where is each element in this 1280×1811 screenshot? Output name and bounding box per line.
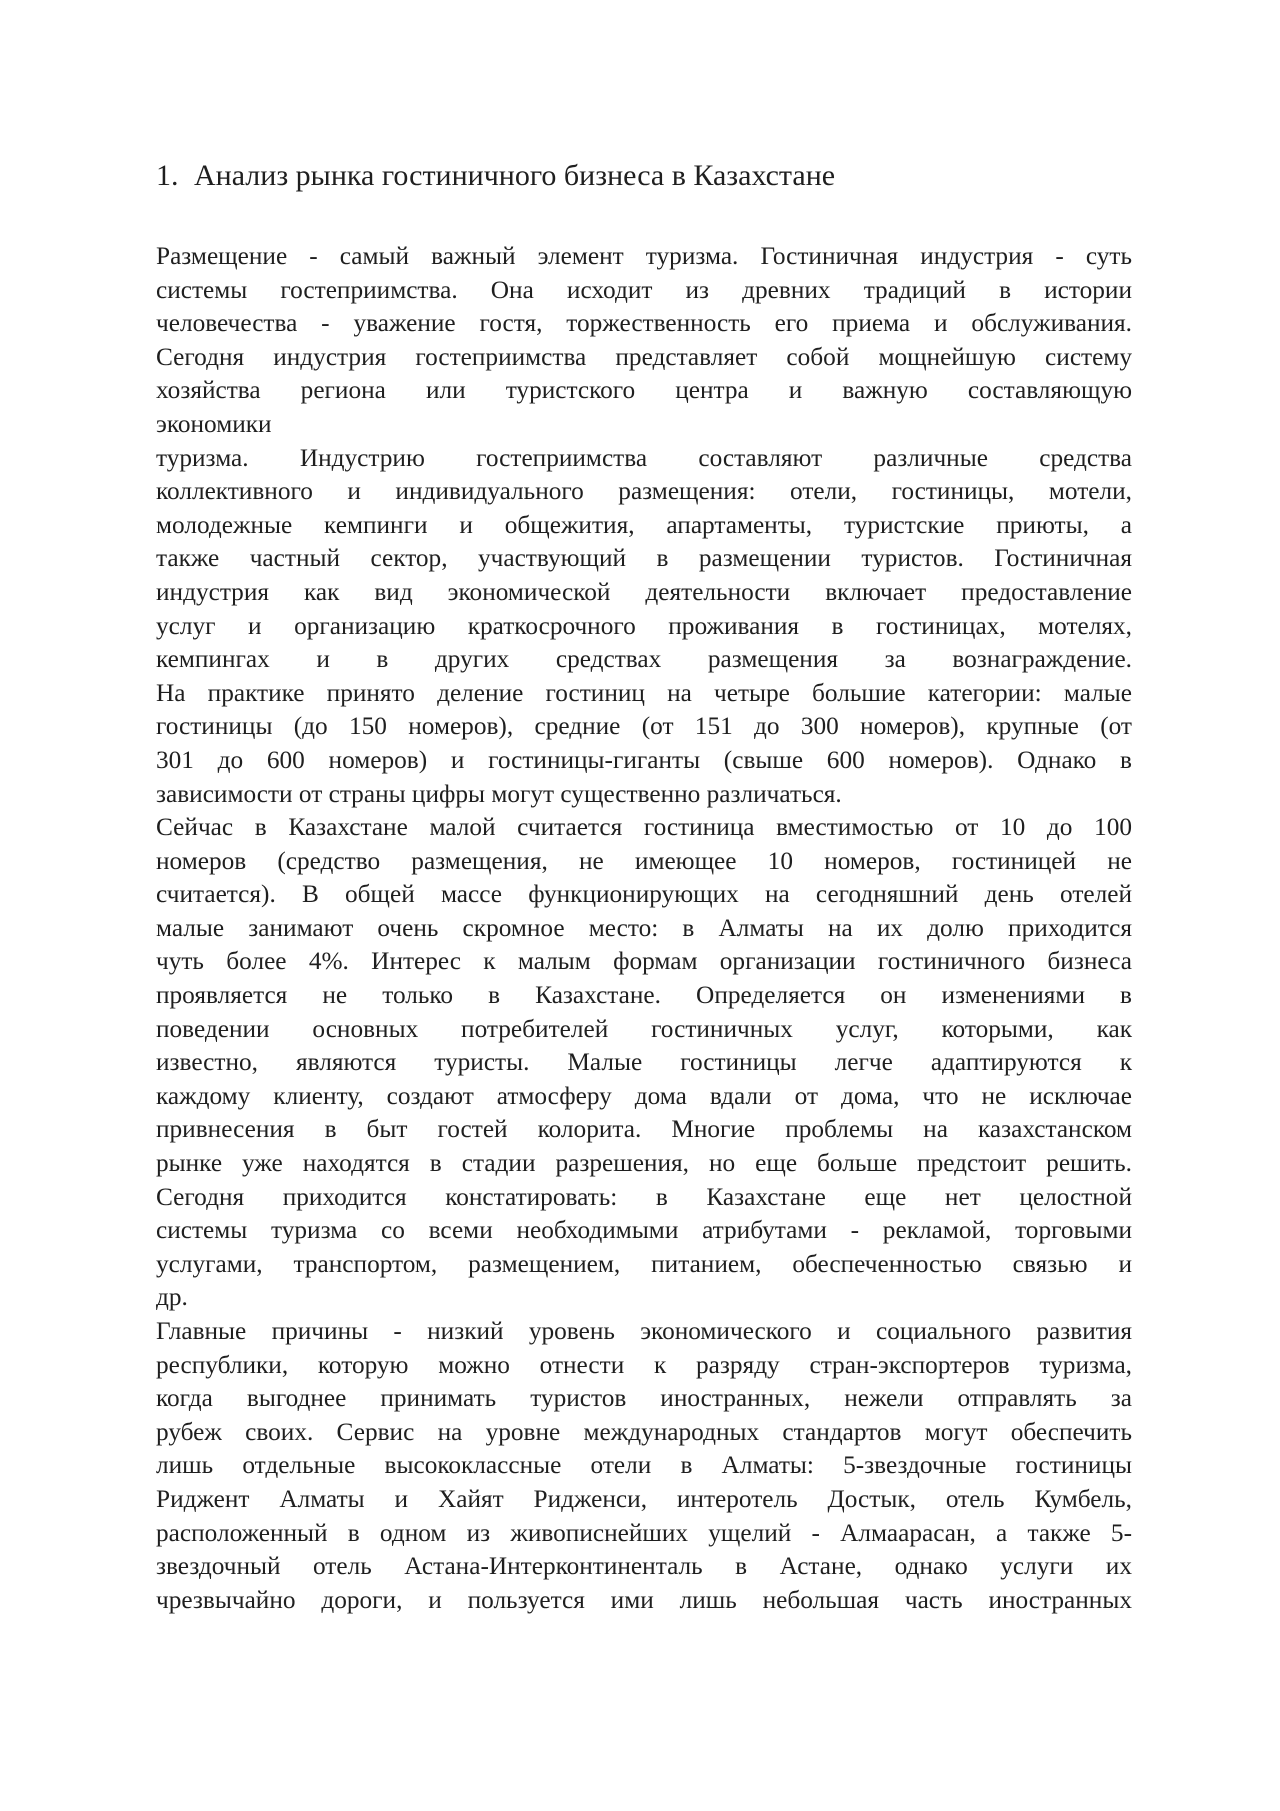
text-line: малые занимают очень скромное место: в Алматы на их долю приходится (156, 913, 1132, 942)
text-line: гостиницы (до 150 номеров), средние (от 151 до 300 номеров), крупные (от (156, 712, 1132, 741)
section-title: Анализ рынка гостиничного бизнеса в Казахстане (194, 159, 836, 192)
text-line: чрезвычайно дороги, и пользуется ими лишь небольшая часть иностранных (156, 1585, 1132, 1614)
text-line: рубеж своих. Сервис на уровне международных стандартов могут обеспечить (156, 1417, 1132, 1446)
text-line: лишь отдельные высококлассные отели в Алматы: 5-звездочные гостиницы (156, 1451, 1132, 1480)
text-line: расположенный в одном из живописнейших ущелий - Алмаарасан, а также 5- (156, 1518, 1132, 1547)
text-line: системы гостеприимства. Она исходит из древних традиций в истории (156, 275, 1132, 304)
text-line: Риджент Алматы и Хайят Ридженси, интеротель Достык, отель Кумбель, (156, 1484, 1132, 1513)
text-line: также частный сектор, участвующий в размещении туристов. Гостиничная (156, 544, 1132, 573)
text-line: рынке уже находятся в стадии разрешения, но еще больше предстоит решить. (156, 1149, 1132, 1178)
text-line: проявляется не только в Казахстане. Определяется он изменениями в (156, 981, 1132, 1010)
text-line: системы туризма со всеми необходимыми атрибутами - рекламой, торговыми (156, 1216, 1132, 1245)
section-heading (156, 158, 1136, 194)
text-line: человечества - уважение гостя, торжественность его приема и обслуживания. (156, 309, 1132, 338)
text-line: поведении основных потребителей гостиничных услуг, которыми, как (156, 1014, 1132, 1043)
text-line: коллективного и индивидуального размещения: отели, гостиницы, мотели, (156, 477, 1132, 506)
text-line: каждому клиенту, создают атмосферу дома вдали от дома, что не исключае (156, 1081, 1132, 1110)
text-line: считается). В общей массе функционирующих на сегодняшний день отелей (156, 880, 1132, 909)
text-line: др. (156, 1283, 188, 1312)
section-number: 1. (156, 159, 179, 192)
text-line: Главные причины - низкий уровень экономического и социального развития (156, 1317, 1132, 1345)
text-line: 301 до 600 номеров) и гостиницы-гиганты (свыше 600 номеров). Однако в (156, 745, 1132, 774)
text-line: кемпингах и в других средствах размещения за вознаграждение. (156, 645, 1132, 674)
text-line: экономики (156, 409, 272, 438)
text-line: Сейчас в Казахстане малой считается гостиница вместимостью от 10 до 100 (156, 813, 1132, 842)
text-line: Сегодня приходится констатировать: в Казахстане еще нет целостной (156, 1182, 1132, 1211)
text-line: зависимости от страны цифры могут существенно различаться. (156, 779, 842, 808)
text-line: На практике принято деление гостиниц на четыре большие категории: малые (156, 678, 1132, 707)
body-text (156, 240, 1132, 1617)
text-line: когда выгоднее принимать туристов иностранных, нежели отправлять за (156, 1384, 1132, 1413)
text-line: молодежные кемпинги и общежития, апартаменты, туристские приюты, а (156, 510, 1132, 539)
text-line: республики, которую можно отнести к разряду стран-экспортеров туризма, (156, 1350, 1132, 1379)
text-line: звездочный отель Астана-Интерконтиненталь в Астане, однако услуги их (156, 1552, 1132, 1581)
text-line: хозяйства региона или туристского центра и важную составляющую (156, 376, 1132, 405)
text-line: номеров (средство размещения, не имеющее 10 номеров, гостиницей не (156, 846, 1132, 875)
text-line: услуг и организацию краткосрочного проживания в гостиницах, мотелях, (156, 611, 1132, 640)
text-line: туризма. Индустрию гостеприимства составляют различные средства (156, 443, 1132, 472)
text-line: привнесения в быт гостей колорита. Многие проблемы на казахстанском (156, 1115, 1132, 1144)
text-line: Сегодня индустрия гостеприимства представляет собой мощнейшую систему (156, 342, 1132, 371)
text-line: индустрия как вид экономической деятельности включает предоставление (156, 577, 1132, 606)
text-line: известно, являются туристы. Малые гостиницы легче адаптируются к (156, 1048, 1132, 1077)
text-line: услугами, транспортом, размещением, питанием, обеспеченностью связью и (156, 1249, 1132, 1278)
text-line: Размещение - самый важный элемент туризма. Гостиничная индустрия - суть (156, 242, 1132, 270)
text-line: чуть более 4%. Интерес к малым формам организации гостиничного бизнеса (156, 947, 1132, 976)
